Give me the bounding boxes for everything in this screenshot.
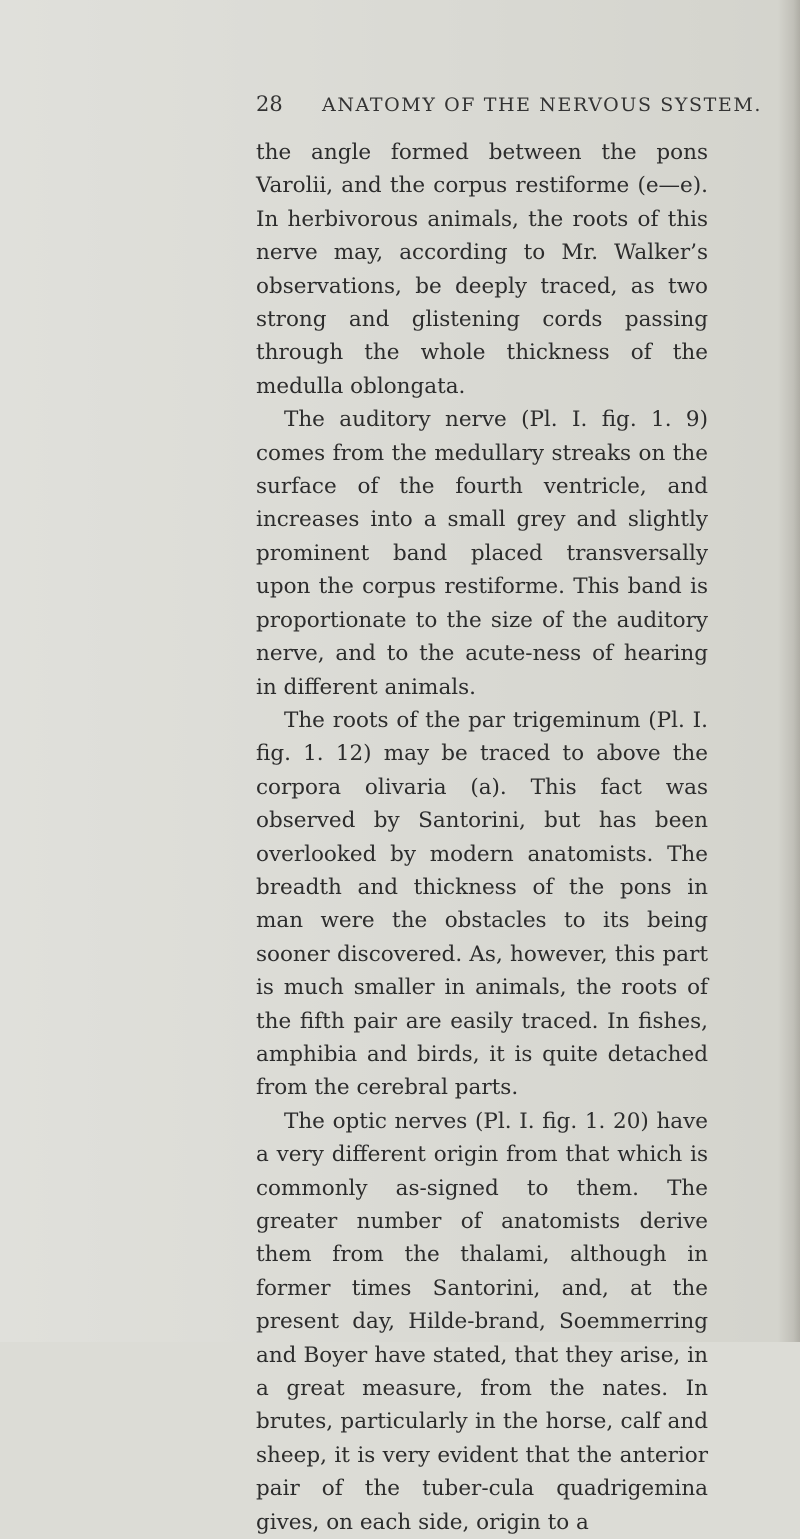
paragraph-2: The auditory nerve (Pl. I. fig. 1. 9) comes from the medullary streaks on the surface of the fourth ventricle, and increases into a small grey and slightly prominent band placed transversally upon the corpus restiforme. This band is proportionate to the size of the auditory nerve, and to the acute-ness of hearing in different animals. [256, 407, 708, 700]
body-text [256, 136, 708, 1539]
paragraph-4: The optic nerves (Pl. I. fig. 1. 20) have a very different origin from that which is commonly as-signed to them. The greater number of anatomists derive them from the thalami, although in former times Santorini, and, at the present day, Hilde-brand, Soemmerring and Boyer have stated, that they arise, in a great measure, from the nates. In brutes, particularly in the horse, calf and sheep, it is very evident that the anterior pair of the tuber-cula quadrigemina gives, on each side, origin to a [256, 1108, 708, 1535]
running-title: ANATOMY OF THE NERVOUS SYSTEM. [322, 94, 763, 116]
paragraph-1: the angle formed between the pons Varolii, and the corpus restiforme (e—e). In herbivorous animals, the roots of this nerve may, according to Mr. Walker’s observations, be deeply traced, as two strong and glistening cords passing through the whole thickness of the medulla oblongata. [256, 140, 708, 399]
page-edge-shadow [778, 0, 800, 1342]
running-header [256, 92, 800, 116]
page-number: 28 [256, 92, 283, 116]
paragraph-3: The roots of the par trigeminum (Pl. I. fig. 1. 12) may be traced to above the corpora olivaria (a). This fact was observed by Santorini, but has been overlooked by modern anatomists. The breadth and thickness of the pons in man were the obstacles to its being sooner discovered. As, however, this part is much smaller in animals, the roots of the fifth pair are easily traced. In fishes, amphibia and birds, it is quite detached from the cerebral parts. [256, 707, 708, 1101]
